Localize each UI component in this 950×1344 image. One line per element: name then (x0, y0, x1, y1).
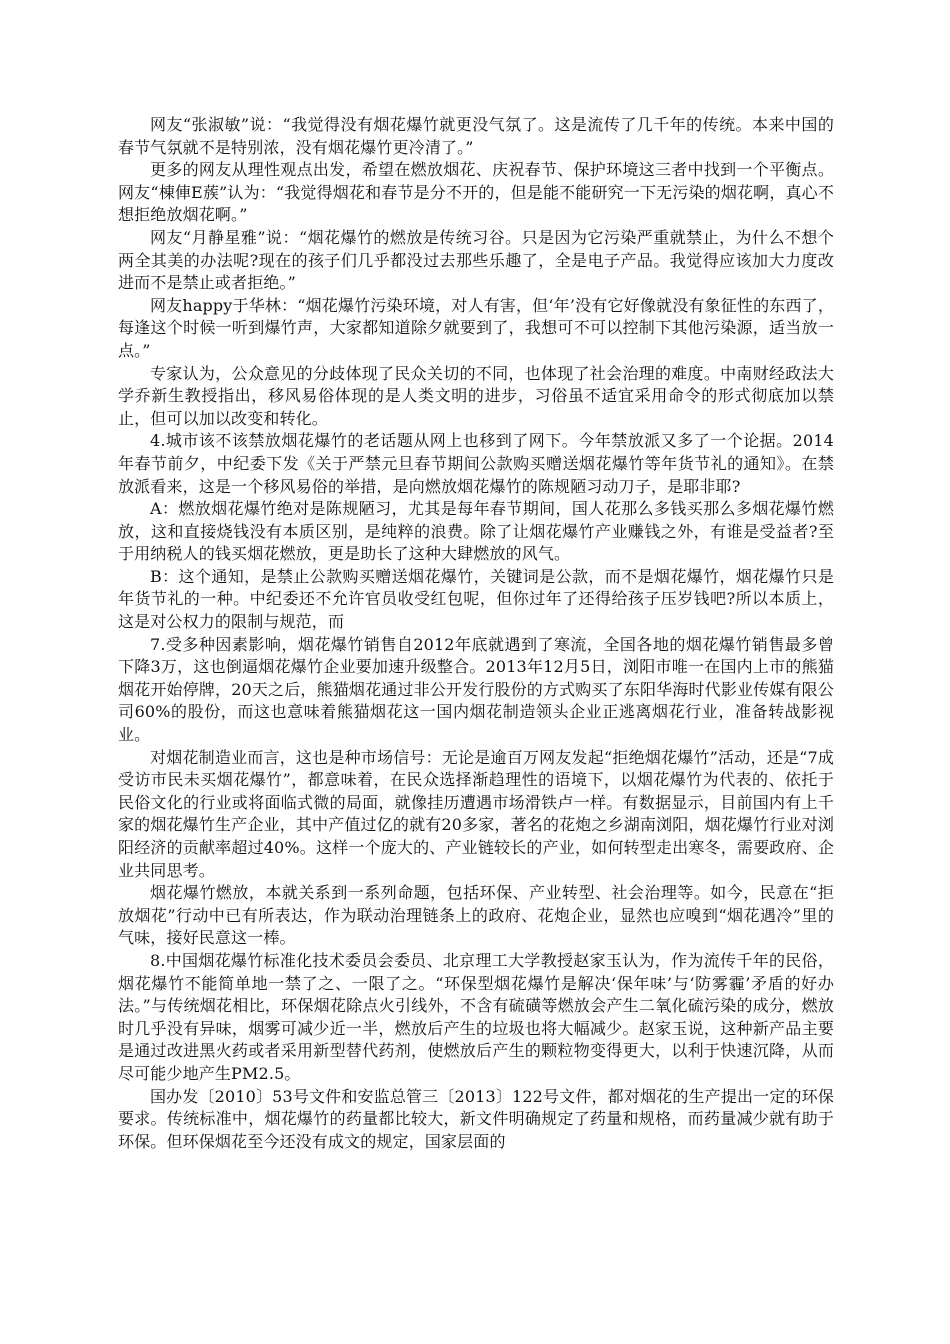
document-body (118, 114, 834, 1153)
paragraph-section-4: 4.城市该不该禁放烟花爆竹的老话题从网上也移到了网下。今年禁放派又多了一个论据。2014年春节前夕，中纪委下发《关于严禁元旦春节期间公款购买赠送烟花爆竹等年货节礼的通知》。在禁放派看来，这是一个移风易俗的举措，是向燃放烟花爆竹的陈规陋习动刀子，是耶非耶? (118, 431, 834, 496)
paragraph-section-8: 8.中国烟花爆竹标准化技术委员会委员、北京理工大学教授赵家玉认为，作为流传千年的民俗，烟花爆竹不能简单地一禁了之、一限了之。“环保型烟花爆竹是解决‘保年味’与‘防雾霾’矛盾的好办法。”与传统烟花相比，环保烟花除点火引线外，不含有硫磺等燃放会产生二氧化硫污染的成分，燃放时几乎没有异味，烟雾可减少近一半，燃放后产生的垃圾也将大幅减少。赵家玉说，这种新产品主要是通过改进黑火药或者采用新型替代药剂，使燃放后产生的颗粒物变得更大，以利于快速沉降，从而尽可能少地产生PM2.5。 (118, 950, 834, 1083)
paragraph-section-7: 7.受多种因素影响，烟花爆竹销售自2012年底就遇到了寒流，全国各地的烟花爆竹销售最多曾下降3万，这也倒逼烟花爆竹企业要加速升级整合。2013年12月5日，浏阳市唯一在国内上市的熊猫烟花开始停牌，20天之后，熊猫烟花通过非公开发行股份的方式购买了东阳华海时代影业传媒有限公司60%的股份，而这也意味着熊猫烟花这一国内烟花制造领头企业正逃离烟花行业，准备转战影视业。 (118, 634, 834, 745)
paragraph-rational-balance: 更多的网友从理性观点出发，希望在燃放烟花、庆祝春节、保护环境这三者中找到一个平衡点。网友“棟俥Ε蔟”认为：“我觉得烟花和春节是分不开的，但是能不能研究一下无污染的烟花啊，真心不想拒绝放烟花啊。” (118, 160, 834, 225)
paragraph-market-signal: 对烟花制造业而言，这也是种市场信号：无论是逾百万网友发起“拒绝烟花爆竹”活动，还是“7成受访市民未买烟花爆竹”，都意味着，在民众选择渐趋理性的语境下，以烟花爆竹为代表的、依托于民俗文化的行业或将面临式微的局面，就像挂历遭遇市场滑铁卢一样。有数据显示，目前国内有上千家的烟花爆竹生产企业，其中产值过亿的就有20多家，著名的花炮之乡湖南浏阳，烟花爆竹行业对浏阳经济的贡献率超过40%。这样一个庞大的、产业链较长的产业，如何转型走出寒冬，需要政府、企业共同思考。 (118, 747, 834, 880)
paragraph-policy-documents: 国办发〔2010〕53号文件和安监总管三〔2013〕122号文件，都对烟花的生产提出一定的环保要求。传统标准中，烟花爆竹的药量都比较大，新文件明确规定了药量和规格，而药量减少就有助于环保。但环保烟花至今还没有成文的规定，国家层面的 (118, 1086, 834, 1151)
paragraph-view-b: B：这个通知，是禁止公款购买赠送烟花爆竹，关键词是公款，而不是烟花爆竹，烟花爆竹只是年货节礼的一种。中纪委还不允许官员收受红包呢，但你过年了还得给孩子压岁钱吧?所以本质上，这是对公权力的限制与规范，而 (118, 566, 834, 632)
paragraph-governance: 烟花爆竹燃放，本就关系到一系列命题，包括环保、产业转型、社会治理等。如今，民意在“拒放烟花”行动中已有所表达，作为联动治理链条上的政府、花炮企业，显然也应嗅到“烟花遇冷”里的气味，接好民意这一棒。 (118, 883, 834, 948)
paragraph-view-a: A：燃放烟花爆竹绝对是陈规陋习，尤其是每年春节期间，国人花那么多钱买那么多烟花爆竹燃放，这和直接烧钱没有本质区别，是纯粹的浪费。除了让烟花爆竹产业赚钱之外，有谁是受益者?至于用纳税人的钱买烟花燃放，更是助长了这种大肆燃放的风气。 (118, 499, 834, 564)
paragraph-netizen-happy-yu-hualin: 网友happy于华林：“烟花爆竹污染环境，对人有害，但‘年’没有它好像就没有象征性的东西了，每逢这个时候一听到爆竹声，大家都知道除夕就要到了，我想可不可以控制下其他污染源，适当放一点。” (118, 295, 834, 360)
paragraph-expert-opinion: 专家认为，公众意见的分歧体现了民众关切的不同，也体现了社会治理的难度。中南财经政法大学乔新生教授指出，移风易俗体现的是人类文明的进步，习俗虽不适宜采用命令的形式彻底加以禁止，但可以加以改变和转化。 (118, 363, 834, 428)
paragraph-netizen-yuejing-xingya: 网友“月静星雅”说：“烟花爆竹的燃放是传统习谷。只是因为它污染严重就禁止，为什么不想个两全其美的办法呢?现在的孩子们几乎都没过去那些乐趣了，全是电子产品。我觉得应该加大力度改进而不是禁止或者拒绝。” (118, 227, 834, 293)
paragraph-netizen-zhang-shumin: 网友“张淑敏”说：“我觉得没有烟花爆竹就更没气氛了。这是流传了几千年的传统。本来中国的春节气氛就不是特别浓，没有烟花爆竹更冷清了。” (118, 115, 834, 157)
